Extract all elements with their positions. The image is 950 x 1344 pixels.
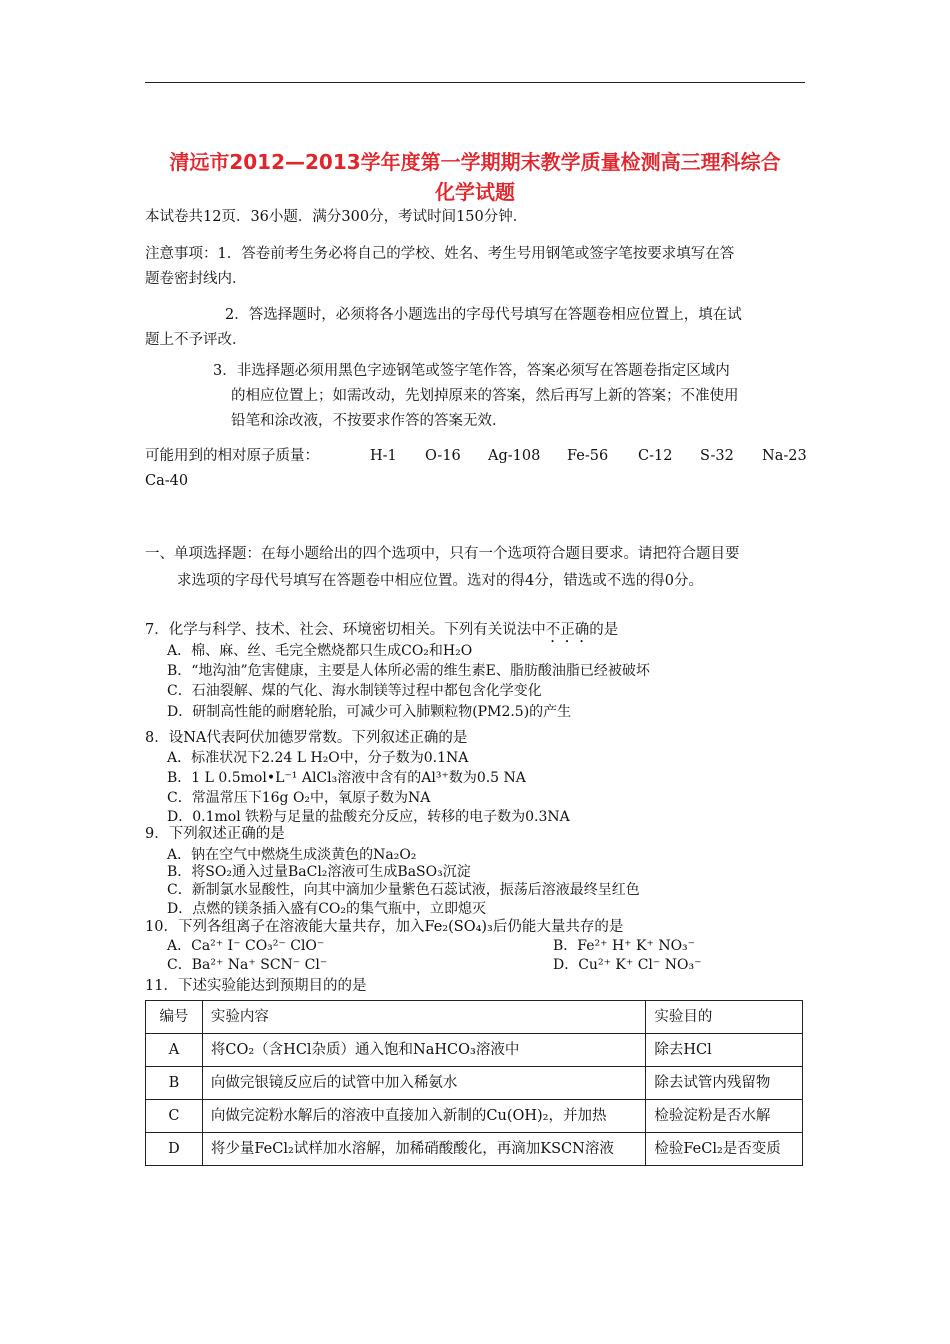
q10-stem: 10．下列各组离子在溶液能大量共存，加入Fe₂(SO₄)₃后仍能大量共存的是: [145, 919, 624, 935]
exam-title-line2: 化学试题: [435, 180, 515, 204]
note-2-line2: 题上不予评改．: [145, 332, 247, 348]
q7-stem-emphasis: 不正确: [545, 622, 590, 638]
q7-stem-post: 的是: [589, 622, 619, 638]
q9-option-a: A．钠在空气中燃烧生成淡黄色的Na₂O₂: [167, 847, 417, 863]
q7-option-d: D．研制高性能的耐磨轮胎，可减少可入肺颗粒物(PM2.5)的产生: [167, 704, 572, 720]
table-row: [146, 1067, 803, 1100]
q8-stem: 8．设NA代表阿伏加德罗常数。下列叙述正确的是: [145, 730, 468, 746]
section1-instructions-line2: 求选项的字母代号填写在答题卷中相应位置。选对的得4分，错选或不选的得0分。: [177, 573, 703, 589]
exam-intro: 本试卷共12页．36小题．满分300分，考试时间150分钟．: [145, 209, 528, 225]
q9-option-c: C．新制氯水显酸性，向其中滴加少量紫色石蕊试液，振荡后溶液最终呈红色: [167, 882, 640, 898]
q10-option-b: B．Fe²⁺ H⁺ K⁺ NO₃⁻: [553, 938, 696, 954]
q7-stem-pre: 7．化学与科学、技术、社会、环境密切相关。下列有关说法中: [145, 622, 546, 638]
note-3-line3: 铅笔和涂改液，不按要求作答的答案无效．: [231, 413, 507, 429]
exam-title-line1: 清远市2012—2013学年度第一学期期末教学质量检测高三理科综合: [169, 150, 781, 174]
q9-stem: 9．下列叙述正确的是: [145, 826, 285, 842]
atomic-mass-h: H-1: [370, 448, 397, 464]
row-content: 向做完银镜反应后的试管中加入稀氨水: [202, 1067, 646, 1100]
note-1-line2: 题卷密封线内．: [145, 271, 247, 287]
q11-experiment-table: [145, 1000, 803, 1166]
row-content: 将少量FeCl₂试样加水溶解，加稀硝酸酸化，再滴加KSCN溶液: [202, 1133, 646, 1166]
table-row: [146, 1100, 803, 1133]
row-purpose: 除去试管内残留物: [646, 1067, 803, 1100]
row-content: 向做完淀粉水解后的溶液中直接加入新制的Cu(OH)₂，并加热: [202, 1100, 646, 1133]
q10-option-d: D．Cu²⁺ K⁺ Cl⁻ NO₃⁻: [553, 957, 702, 973]
note-3-line1: 3．非选择题必须用黑色字迹钢笔或签字笔作答，答案必须写在答题卷指定区域内: [213, 363, 730, 379]
atomic-mass-ag: Ag-108: [488, 448, 541, 464]
q9-option-b: B．将SO₂通入过量BaCl₂溶液可生成BaSO₃沉淀: [167, 864, 471, 880]
row-content: 将CO₂（含HCl杂质）通入饱和NaHCO₃溶液中: [202, 1034, 646, 1067]
q8-option-d: D．0.1mol 铁粉与足量的盐酸充分反应，转移的电子数为0.3NA: [167, 809, 570, 825]
q11-stem: 11．下述实验能达到预期目的的是: [145, 978, 367, 994]
atomic-mass-fe: Fe-56: [567, 448, 609, 464]
header-id: 编号: [146, 1001, 203, 1034]
q10-option-a: A．Ca²⁺ I⁻ CO₃²⁻ ClO⁻: [167, 938, 325, 954]
row-id: B: [146, 1067, 203, 1100]
q9-option-d: D．点燃的镁条插入盛有CO₂的集气瓶中，立即熄灭: [167, 901, 487, 917]
q7-option-b: B．“地沟油”危害健康，主要是人体所必需的维生素E、脂肪酸油脂已经被破坏: [167, 663, 650, 679]
atomic-mass-na: Na-23: [762, 448, 807, 464]
note-1-line1: 注意事项：1．答卷前考生务必将自己的学校、姓名、考生号用钢笔或签字笔按要求填写在答: [145, 246, 735, 262]
q7-option-a: A．棉、麻、丝、毛完全燃烧都只生成CO₂和H₂O: [167, 643, 473, 659]
note-3-line2: 的相应位置上；如需改动，先划掉原来的答案，然后再写上新的答案；不准使用: [231, 388, 739, 404]
row-purpose: 检验淀粉是否水解: [646, 1100, 803, 1133]
atomic-mass-label: 可能用到的相对原子质量：: [145, 448, 319, 464]
header-rule: [145, 82, 805, 83]
row-id: A: [146, 1034, 203, 1067]
table-header-row: [146, 1001, 803, 1034]
atomic-mass-s: S-32: [700, 448, 734, 464]
atomic-mass-c: C-12: [638, 448, 673, 464]
header-content: 实验内容: [202, 1001, 646, 1034]
table-row: [146, 1034, 803, 1067]
table-row: [146, 1133, 803, 1166]
atomic-mass-o: O-16: [425, 448, 461, 464]
q8-option-a: A．标准状况下2.24 L H₂O中，分子数为0.1NA: [167, 750, 469, 766]
q10-option-c: C．Ba²⁺ Na⁺ SCN⁻ Cl⁻: [167, 957, 328, 973]
header-purpose: 实验目的: [646, 1001, 803, 1034]
row-id: D: [146, 1133, 203, 1166]
row-purpose: 检验FeCl₂是否变质: [646, 1133, 803, 1166]
q8-option-c: C．常温常压下16g O₂中，氧原子数为NA: [167, 790, 431, 806]
q8-option-b: B．1 L 0.5mol•L⁻¹ AlCl₃溶液中含有的Al³⁺数为0.5 NA: [167, 770, 526, 786]
note-2-line1: 2．答选择题时，必须将各小题选出的字母代号填写在答题卷相应位置上，填在试: [225, 307, 742, 323]
row-purpose: 除去HCl: [646, 1034, 803, 1067]
atomic-mass-ca: Ca-40: [145, 473, 189, 489]
row-id: C: [146, 1100, 203, 1133]
q7-option-c: C．石油裂解、煤的气化、海水制镁等过程中都包含化学变化: [167, 683, 542, 699]
section1-instructions-line1: 一、单项选择题：在每小题给出的四个选项中，只有一个选项符合题目要求。请把符合题目要: [145, 546, 740, 562]
